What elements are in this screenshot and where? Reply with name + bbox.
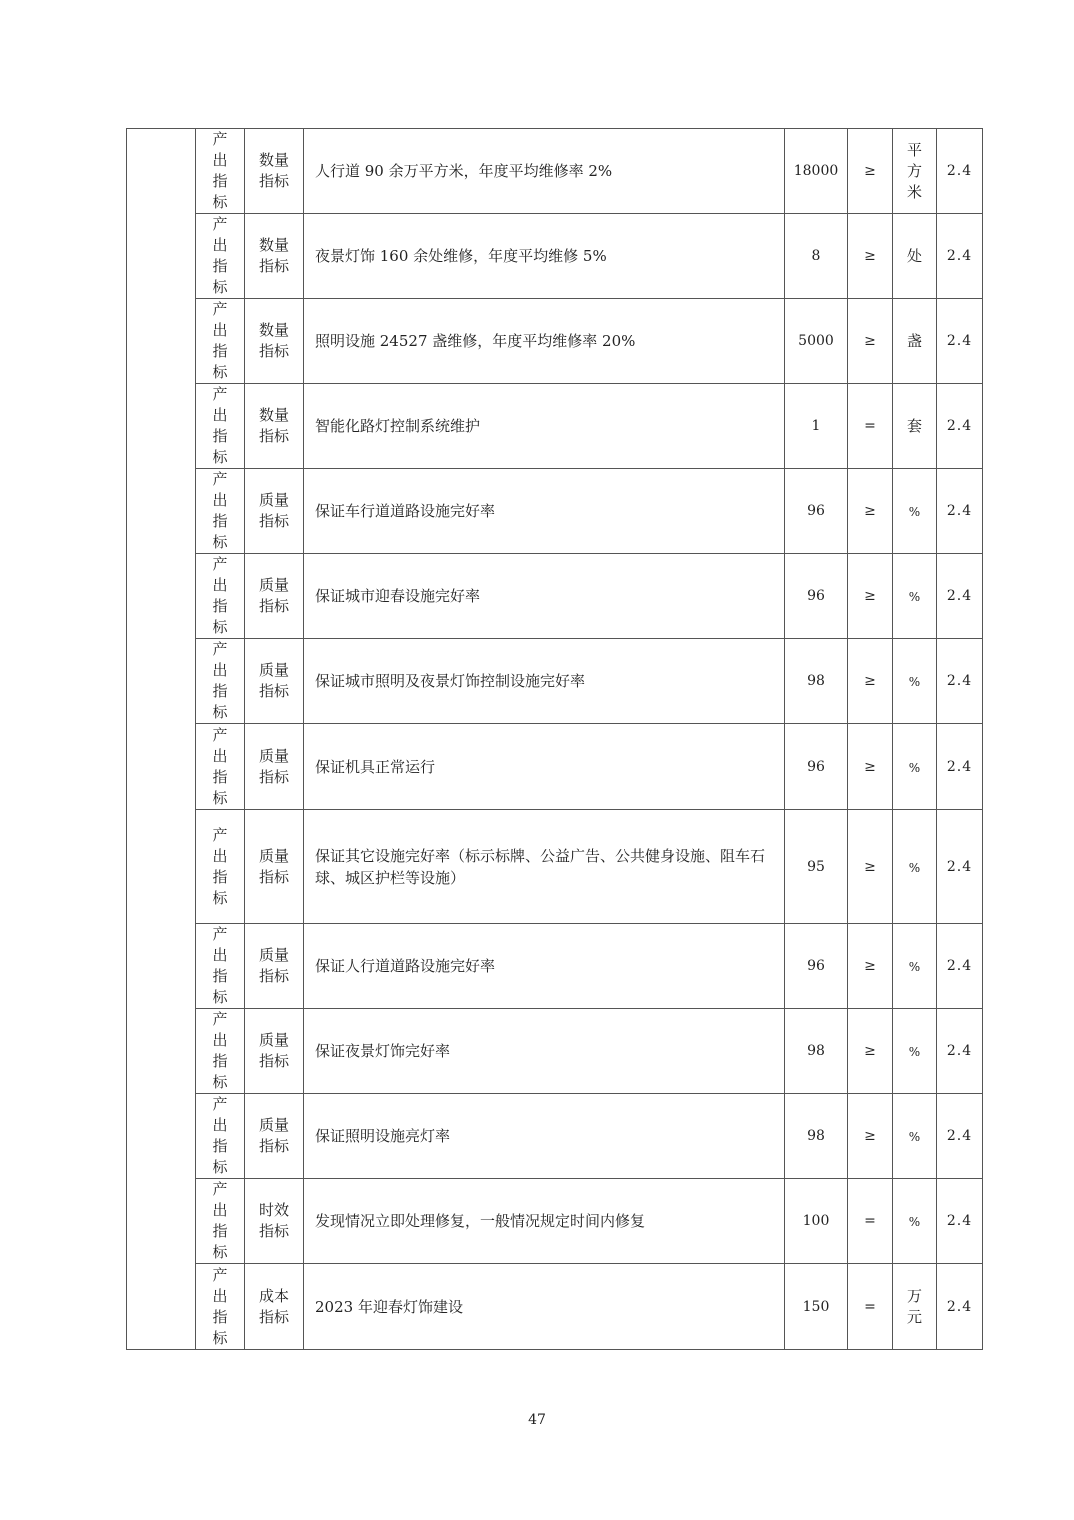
table-row <box>127 724 983 810</box>
operator-cell <box>848 299 893 384</box>
weight-cell-text: 2.4 <box>946 248 973 264</box>
indicator-cell-text: 保证城市照明及夜景灯饰控制设施完好率 <box>315 672 586 690</box>
level2-cell-text: 质量指标 <box>258 746 289 786</box>
operator-cell-text: ≥ <box>864 1043 876 1059</box>
indicator-cell-text: 智能化路灯控制系统维护 <box>315 417 481 435</box>
value-cell-text: 96 <box>807 503 825 519</box>
level2-cell-text: 质量指标 <box>258 846 289 886</box>
level1-cell <box>196 1094 245 1179</box>
value-cell-text: 96 <box>807 588 825 604</box>
value-cell <box>785 1264 848 1350</box>
operator-cell <box>848 554 893 639</box>
indicator-cell <box>304 1094 785 1179</box>
level2-cell <box>245 810 304 924</box>
weight-cell <box>937 1094 983 1179</box>
unit-cell-text: 万元 <box>906 1286 922 1326</box>
weight-cell <box>937 810 983 924</box>
level1-cell <box>196 299 245 384</box>
indicator-cell <box>304 554 785 639</box>
indicator-cell-text: 发现情况立即处理修复，一般情况规定时间内修复 <box>315 1212 646 1230</box>
level2-cell <box>245 214 304 299</box>
unit-cell <box>893 299 937 384</box>
weight-cell <box>937 299 983 384</box>
value-cell-text: 98 <box>807 1043 825 1059</box>
weight-cell-text: 2.4 <box>946 958 973 974</box>
weight-cell <box>937 724 983 810</box>
unit-cell <box>893 639 937 724</box>
unit-cell-text: % <box>908 760 921 775</box>
level2-cell-text: 质量指标 <box>258 661 289 700</box>
operator-cell-text: = <box>864 1298 876 1315</box>
unit-cell-text: % <box>908 1045 921 1059</box>
level2-cell-text: 成本指标 <box>258 1286 289 1326</box>
unit-cell <box>893 924 937 1009</box>
unit-cell-text: % <box>908 960 921 974</box>
unit-cell-text: % <box>908 505 921 519</box>
value-cell <box>785 724 848 810</box>
operator-cell-text: ≥ <box>864 858 876 875</box>
level1-cell <box>196 214 245 299</box>
level2-cell <box>245 924 304 1009</box>
value-cell <box>785 810 848 924</box>
level1-cell <box>196 724 245 810</box>
table-row <box>127 639 983 724</box>
level2-cell <box>245 129 304 214</box>
weight-cell <box>937 554 983 639</box>
unit-cell-text: 盏 <box>906 331 922 350</box>
indicator-cell <box>304 1009 785 1094</box>
level1-cell-text: 产出指标 <box>212 725 228 807</box>
value-cell-text: 98 <box>807 1128 825 1144</box>
operator-cell <box>848 724 893 810</box>
unit-cell <box>893 810 937 924</box>
weight-cell-text: 2.4 <box>946 1298 973 1315</box>
operator-cell-text: ≥ <box>864 333 876 349</box>
value-cell-text: 150 <box>802 1298 830 1315</box>
level1-cell-text: 产出指标 <box>212 300 228 381</box>
weight-cell-text: 2.4 <box>946 1213 973 1229</box>
weight-cell <box>937 639 983 724</box>
level1-cell-text: 产出指标 <box>212 640 228 721</box>
unit-cell-text: % <box>908 675 921 689</box>
value-cell <box>785 1094 848 1179</box>
indicator-cell-text: 保证机具正常运行 <box>315 757 436 776</box>
weight-cell <box>937 1264 983 1350</box>
operator-cell <box>848 1009 893 1094</box>
weight-cell-text: 2.4 <box>946 758 973 775</box>
level2-cell-text: 时效指标 <box>258 1201 289 1240</box>
operator-cell-text: ≥ <box>864 673 876 689</box>
value-cell <box>785 1009 848 1094</box>
value-cell <box>785 214 848 299</box>
weight-cell <box>937 924 983 1009</box>
value-cell-text: 98 <box>807 673 825 689</box>
operator-cell-text: ≥ <box>864 758 876 775</box>
value-cell-text: 96 <box>807 958 825 974</box>
unit-cell-text: % <box>908 590 921 604</box>
level2-cell-text: 质量指标 <box>258 576 289 615</box>
indicator-cell <box>304 724 785 810</box>
level2-cell <box>245 554 304 639</box>
unit-cell-text: % <box>908 1215 921 1229</box>
operator-cell <box>848 214 893 299</box>
level2-cell <box>245 299 304 384</box>
unit-cell <box>893 214 937 299</box>
value-cell-text: 8 <box>811 248 821 264</box>
unit-cell-text: % <box>908 1130 921 1144</box>
unit-cell <box>893 469 937 554</box>
value-cell-text: 100 <box>802 1213 830 1229</box>
level1-cell-text: 产出指标 <box>212 215 228 296</box>
indicator-cell-text: 2023 年迎春灯饰建设 <box>315 1297 463 1316</box>
weight-cell-text: 2.4 <box>946 858 973 875</box>
table-row <box>127 1009 983 1094</box>
level2-cell-text: 数量指标 <box>258 321 289 360</box>
level2-cell-text: 质量指标 <box>258 491 289 530</box>
level2-cell-text: 质量指标 <box>258 1031 289 1070</box>
value-cell <box>785 469 848 554</box>
level2-cell-text: 数量指标 <box>258 406 289 445</box>
weight-cell-text: 2.4 <box>946 1043 973 1059</box>
weight-cell-text: 2.4 <box>946 163 973 179</box>
operator-cell <box>848 129 893 214</box>
value-cell-text: 18000 <box>793 163 839 179</box>
weight-cell-text: 2.4 <box>946 588 973 604</box>
level2-cell <box>245 1094 304 1179</box>
level1-cell <box>196 1179 245 1264</box>
table-body <box>127 129 983 1350</box>
level1-cell <box>196 810 245 924</box>
weight-cell-text: 2.4 <box>946 1128 973 1144</box>
level1-cell <box>196 1264 245 1350</box>
level1-cell-text: 产出指标 <box>212 1180 228 1261</box>
operator-cell-text: ≥ <box>864 503 876 519</box>
table-row <box>127 214 983 299</box>
value-cell-text: 96 <box>807 758 825 775</box>
level1-cell <box>196 469 245 554</box>
level1-cell-text: 产出指标 <box>212 925 228 1006</box>
page-number: 47 <box>528 1412 546 1428</box>
indicator-cell-text: 保证车行道道路设施完好率 <box>315 502 496 520</box>
indicator-cell-text: 保证照明设施亮灯率 <box>315 1127 451 1145</box>
unit-cell <box>893 1179 937 1264</box>
indicator-cell <box>304 810 785 924</box>
level2-cell-text: 质量指标 <box>258 946 289 985</box>
unit-cell-text: 平方米 <box>906 140 922 201</box>
weight-cell <box>937 384 983 469</box>
indicator-cell <box>304 299 785 384</box>
level2-cell-text: 数量指标 <box>258 151 289 190</box>
level1-cell <box>196 1009 245 1094</box>
weight-cell <box>937 214 983 299</box>
unit-cell <box>893 129 937 214</box>
indicator-cell-text: 照明设施 24527 盏维修，年度平均维修率 20% <box>315 332 636 350</box>
table-row <box>127 384 983 469</box>
unit-cell <box>893 1094 937 1179</box>
value-cell-text: 95 <box>807 858 825 875</box>
value-cell <box>785 129 848 214</box>
level1-cell-text: 产出指标 <box>212 470 228 551</box>
indicator-cell <box>304 384 785 469</box>
table-row <box>127 1264 983 1350</box>
unit-cell <box>893 1009 937 1094</box>
indicator-cell <box>304 1179 785 1264</box>
level2-cell <box>245 1009 304 1094</box>
level1-cell <box>196 924 245 1009</box>
level1-cell-text: 产出指标 <box>212 1095 228 1176</box>
table-row <box>127 469 983 554</box>
operator-cell <box>848 1264 893 1350</box>
level2-cell <box>245 639 304 724</box>
operator-cell <box>848 639 893 724</box>
indicator-cell-text: 保证城市迎春设施完好率 <box>315 587 481 605</box>
value-cell-text: 1 <box>811 418 821 434</box>
weight-cell-text: 2.4 <box>946 333 973 349</box>
value-cell <box>785 639 848 724</box>
indicator-cell-text: 保证夜景灯饰完好率 <box>315 1042 451 1060</box>
unit-cell <box>893 384 937 469</box>
level2-cell-text: 数量指标 <box>258 236 289 275</box>
weight-cell-text: 2.4 <box>946 503 973 519</box>
operator-cell <box>848 810 893 924</box>
operator-cell <box>848 1179 893 1264</box>
unit-cell-text: 套 <box>906 416 922 435</box>
indicator-cell <box>304 129 785 214</box>
level1-cell <box>196 129 245 214</box>
indicator-cell <box>304 214 785 299</box>
level1-cell-text: 产出指标 <box>212 130 228 211</box>
table-row <box>127 810 983 924</box>
weight-cell <box>937 1009 983 1094</box>
operator-cell-text: = <box>864 1213 876 1229</box>
level2-cell <box>245 1264 304 1350</box>
unit-cell-text: % <box>908 860 921 875</box>
unit-cell <box>893 554 937 639</box>
performance-indicator-table <box>126 128 983 1350</box>
level2-cell <box>245 469 304 554</box>
level1-cell <box>196 639 245 724</box>
weight-cell <box>937 129 983 214</box>
weight-cell-text: 2.4 <box>946 673 973 689</box>
table-row <box>127 924 983 1009</box>
table-row <box>127 299 983 384</box>
table-row <box>127 1094 983 1179</box>
table-row <box>127 129 983 214</box>
table-row <box>127 1179 983 1264</box>
level2-cell <box>245 724 304 810</box>
level2-cell <box>245 1179 304 1264</box>
value-cell-text: 5000 <box>798 333 834 349</box>
level1-cell-text: 产出指标 <box>212 1010 228 1091</box>
unit-cell <box>893 724 937 810</box>
indicator-cell-text: 保证其它设施完好率（标示标牌、公益广告、公共健身设施、阻车石球、城区护栏等设施） <box>315 846 766 887</box>
indicator-cell <box>304 469 785 554</box>
weight-cell-text: 2.4 <box>946 418 973 434</box>
level1-cell-text: 产出指标 <box>212 825 228 907</box>
indicator-cell <box>304 924 785 1009</box>
value-cell <box>785 924 848 1009</box>
level2-cell <box>245 384 304 469</box>
operator-cell-text: ≥ <box>864 1128 876 1144</box>
operator-cell <box>848 469 893 554</box>
level2-cell-text: 质量指标 <box>258 1116 289 1155</box>
indicator-cell-text: 夜景灯饰 160 余处维修，年度平均维修 5% <box>315 247 607 265</box>
value-cell <box>785 554 848 639</box>
level1-cell <box>196 554 245 639</box>
level1-cell-text: 产出指标 <box>212 385 228 466</box>
level1-cell-text: 产出指标 <box>212 1265 228 1347</box>
indicator-cell-text: 人行道 90 余万平方米，年度平均维修率 2% <box>315 162 613 180</box>
level1-cell <box>196 384 245 469</box>
operator-cell-text: ≥ <box>864 588 876 604</box>
unit-cell-text: 处 <box>906 246 922 265</box>
operator-cell <box>848 384 893 469</box>
operator-cell-text: ≥ <box>864 248 876 264</box>
operator-cell-text: ≥ <box>864 163 876 179</box>
weight-cell <box>937 469 983 554</box>
operator-cell <box>848 924 893 1009</box>
value-cell <box>785 299 848 384</box>
weight-cell <box>937 1179 983 1264</box>
value-cell <box>785 384 848 469</box>
operator-cell <box>848 1094 893 1179</box>
indicator-cell <box>304 639 785 724</box>
indicator-cell <box>304 1264 785 1350</box>
unit-cell <box>893 1264 937 1350</box>
indicator-cell-text: 保证人行道道路设施完好率 <box>315 957 496 975</box>
operator-cell-text: = <box>864 418 876 434</box>
value-cell <box>785 1179 848 1264</box>
merged-blank-cell <box>127 129 196 1350</box>
level1-cell-text: 产出指标 <box>212 555 228 636</box>
table-row <box>127 554 983 639</box>
operator-cell-text: ≥ <box>864 958 876 974</box>
